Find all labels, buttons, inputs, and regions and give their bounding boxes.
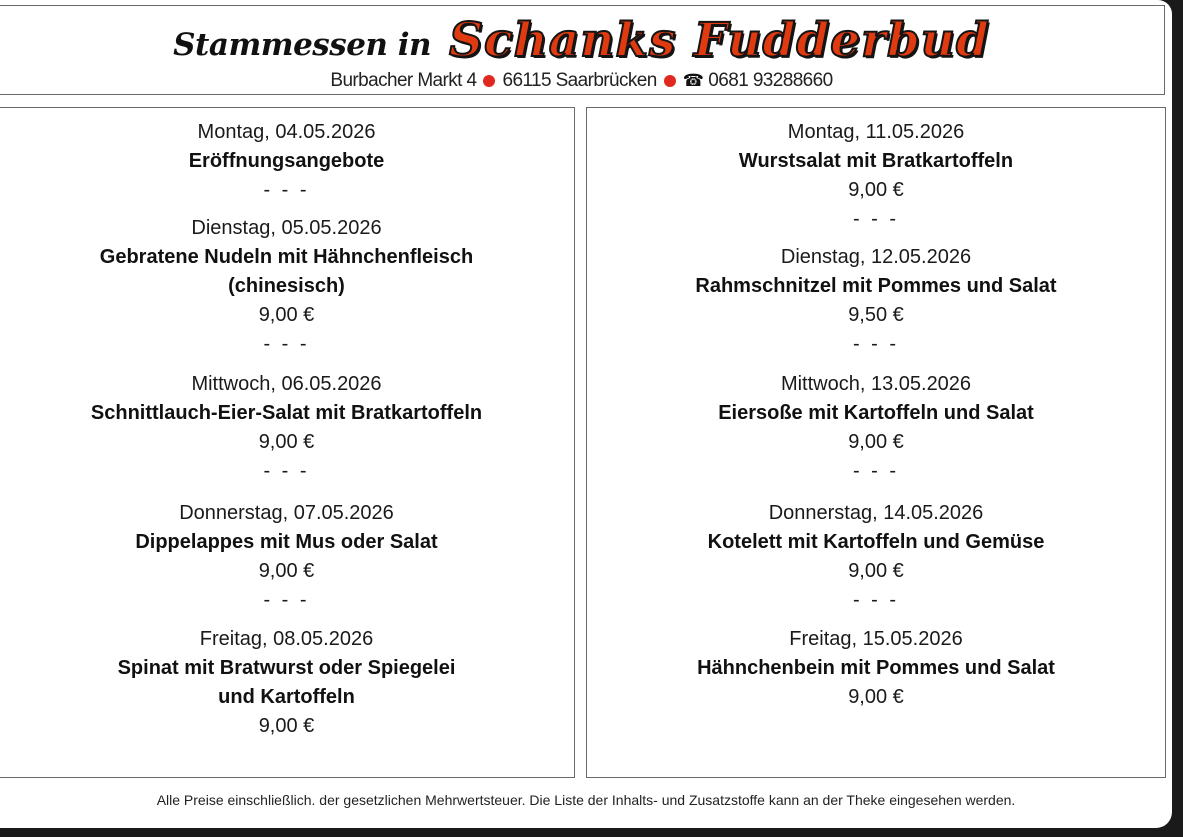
week2-column (586, 107, 1166, 778)
dish-name: Dippelappes mit Mus oder Salat (135, 531, 438, 553)
phone-icon: ☎ (682, 71, 704, 90)
dish-name: Kotelett mit Kartoffeln und Gemüse (707, 531, 1045, 553)
brand-logo-text: Schanks Fudderbud (449, 12, 990, 68)
price: 9,00 € (848, 686, 904, 708)
title-prefix: Stammessen in (173, 27, 432, 63)
phone-number: 0681 93288660 (708, 70, 833, 91)
dish-name: Hähnchenbein mit Pommes und Salat (697, 657, 1055, 679)
street-address: Burbacher Markt 4 (330, 70, 477, 91)
menu-entry-mon-2 (587, 118, 1165, 234)
footer-note: Alle Preise einschließlich. der gesetzlichen Mehrwertsteuer. Die Liste der Inhalts- und Zusatzstoffe kann an der Theke eingesehen werden. (156, 792, 1016, 808)
price: 9,00 € (848, 179, 904, 201)
menu-entry-fri-2 (587, 625, 1165, 712)
menu-entry-wed-1 (0, 370, 574, 486)
separator: - - - (852, 208, 900, 230)
dish-name-line2: und Kartoffeln (218, 686, 355, 708)
day-label: Donnerstag, 07.05.2026 (179, 502, 394, 524)
price: 9,00 € (258, 431, 315, 453)
separator-dot-icon (483, 75, 495, 87)
price: 9,00 € (258, 304, 315, 326)
dish-name: Wurstsalat mit Bratkartoffeln (738, 150, 1014, 172)
city: 66115 Saarbrücken (502, 70, 657, 91)
title-row (0, 12, 1164, 68)
week1-column (0, 107, 575, 778)
day-label: Freitag, 15.05.2026 (789, 628, 963, 650)
price: 9,00 € (258, 715, 315, 737)
day-label: Montag, 04.05.2026 (197, 121, 376, 143)
menu-entry-wed-2 (587, 370, 1165, 486)
separator: - - - (263, 179, 310, 201)
menu-entry-tue-2 (587, 243, 1165, 359)
address-row (0, 70, 1164, 92)
dish-name: Gebratene Nudeln mit Hähnchenfleisch (99, 246, 474, 268)
dish-name-line2: (chinesisch) (228, 275, 345, 297)
menu-entry-thu-1 (0, 499, 574, 615)
day-label: Dienstag, 12.05.2026 (780, 246, 972, 268)
dish-name: Rahmschnitzel mit Pommes und Salat (695, 275, 1057, 297)
menu-entry-tue-1 (0, 214, 574, 359)
price: 9,00 € (848, 560, 904, 582)
menu-header (0, 5, 1165, 95)
price: 9,00 € (848, 431, 904, 453)
separator: - - - (263, 333, 310, 355)
day-label: Freitag, 08.05.2026 (199, 628, 374, 650)
day-label: Dienstag, 05.05.2026 (191, 217, 382, 239)
menu-entry-mon-1 (0, 118, 574, 205)
menu-entry-thu-2 (587, 499, 1165, 615)
day-label: Mittwoch, 06.05.2026 (191, 373, 382, 395)
dish-name: Eiersoße mit Kartoffeln und Salat (718, 402, 1034, 424)
separator-dot-icon (664, 75, 676, 87)
separator: - - - (852, 333, 900, 355)
menu-entry-fri-1 (0, 625, 574, 741)
day-label: Donnerstag, 14.05.2026 (768, 502, 984, 524)
dish-name: Eröffnungsangebote (188, 150, 385, 172)
day-label: Montag, 11.05.2026 (787, 121, 965, 143)
price: 9,00 € (258, 560, 315, 582)
price: 9,50 € (848, 304, 904, 326)
separator: - - - (852, 589, 900, 611)
dish-name: Spinat mit Bratwurst oder Spiegelei (117, 657, 456, 679)
day-label: Mittwoch, 13.05.2026 (780, 373, 972, 395)
separator: - - - (263, 589, 310, 611)
separator: - - - (852, 460, 900, 482)
separator: - - - (263, 460, 310, 482)
dish-name: Schnittlauch-Eier-Salat mit Bratkartoffeln (90, 402, 483, 424)
